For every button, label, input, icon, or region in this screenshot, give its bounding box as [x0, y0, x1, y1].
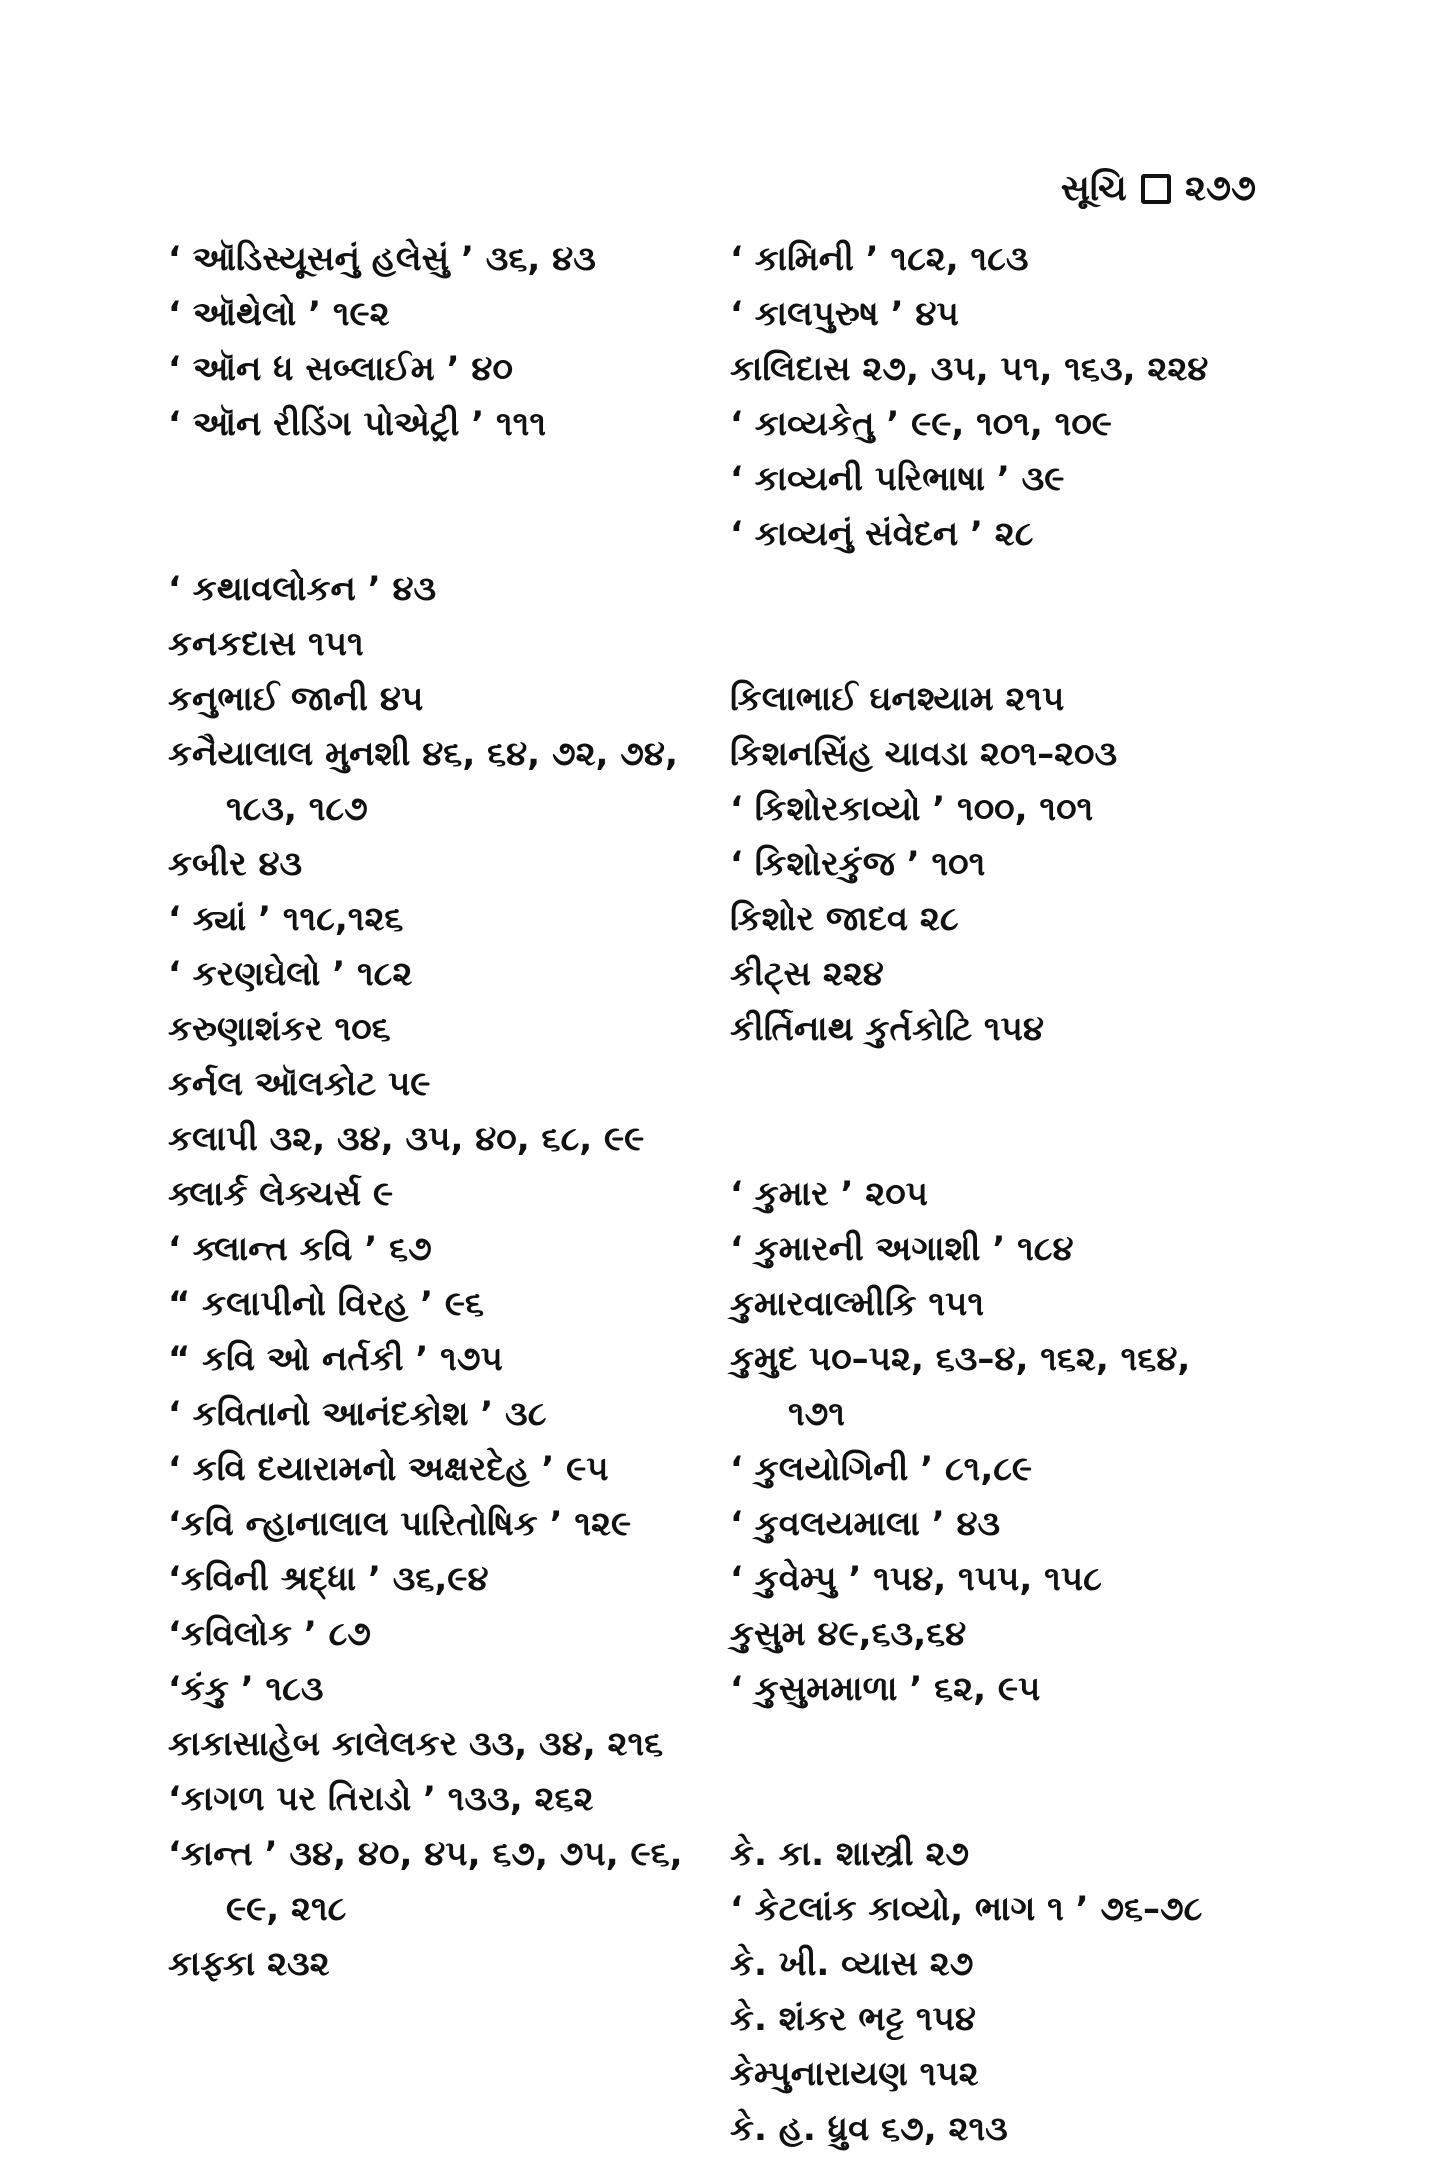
group-spacer: [168, 452, 728, 562]
index-entry: ‘ કાલપુરુષ ’ ૪૫: [730, 294, 959, 334]
index-entry: ‘ કેટલાંક કાવ્યો, ભાગ ૧ ’ ૭૬–૭૮: [730, 1889, 1203, 1929]
index-entry: કુમુદ ૫૦–૫૨, ૬૩–૪, ૧૬૨, ૧૬૪,: [730, 1339, 1191, 1379]
index-entry: ‘ કાવ્યની પરિભાષા ’ ૩૯: [730, 459, 1065, 499]
index-entry: ‘ ઑડિસ્યૂસનું હલેસું ’ ૩૬, ૪૩: [168, 239, 596, 279]
right-index-column: [730, 232, 1290, 2157]
index-entry: કીર્તિનાથ કુર્તકોટિ ૧૫૪: [730, 1009, 1044, 1049]
index-entry: ‘ ઑથેલો ’ ૧૯૨: [168, 294, 390, 334]
index-entry: ‘કાગળ પર તિરાડો ’ ૧૩૩, ૨૬૨: [168, 1779, 594, 1819]
index-entry: કુમારવાલ્મીકિ ૧૫૧: [730, 1284, 985, 1324]
index-entry: ‘ ઑન રીડિંગ પોએટ્રી ’ ૧૧૧: [168, 404, 546, 444]
index-entry: કાફ્કા ૨૩૨: [168, 1944, 330, 1984]
index-entry: ‘ કવિ દયારામનો અક્ષરદેહ ’ ૯૫: [168, 1449, 609, 1489]
index-entry: ‘ ક્લાન્ત કવિ ’ ૬૭: [168, 1229, 432, 1269]
index-entry: “ કવિ ઓ નર્તકી ’ ૧૭૫: [168, 1339, 503, 1379]
index-entry: કર્નલ ઑલકોટ ૫૯: [168, 1064, 431, 1104]
index-entry: ‘કવિલોક ’ ૮૭: [168, 1614, 371, 1654]
index-entry: ‘ કુમારની અગાશી ’ ૧૮૪: [730, 1229, 1074, 1269]
index-entry: ‘ કુવેમ્પુ ’ ૧૫૪, ૧૫૫, ૧૫૮: [730, 1559, 1102, 1599]
page-header: [1061, 168, 1256, 210]
index-entry: કિશનસિંહ ચાવડા ૨૦૧–૨૦૩: [730, 734, 1118, 774]
index-entry: ‘ કથાવલોકન ’ ૪૩: [168, 569, 437, 609]
index-entry: કલાપી ૩૨, ૩૪, ૩૫, ૪૦, ૬૮, ૯૯: [168, 1119, 645, 1159]
index-entry: કે. ખી. વ્યાસ ૨૭: [730, 1944, 974, 1984]
index-entry: ‘ કિશોરકાવ્યો ’ ૧૦૦, ૧૦૧: [730, 789, 1094, 829]
index-entry-continuation: ૧૭૧: [788, 1394, 845, 1434]
index-entry: કનુભાઈ જાની ૪૫: [168, 679, 424, 719]
index-entry: કાલિદાસ ૨૭, ૩૫, ૫૧, ૧૬૩, ૨૨૪: [730, 349, 1209, 389]
index-entry: કીટ્સ ૨૨૪: [730, 954, 884, 994]
index-entry: ‘ કરણઘેલો ’ ૧૮૨: [168, 954, 413, 994]
index-entry: ‘ કિશોરકુંજ ’ ૧૦૧: [730, 844, 986, 884]
index-entry: કિશોર જાદવ ૨૮: [730, 899, 959, 939]
index-entry: ‘કવિની શ્રદ્ધા ’ ૩૬,૯૪: [168, 1559, 489, 1599]
index-entry: ‘ કાવ્યકેતુ ’ ૯૯, ૧૦૧, ૧૦૯: [730, 404, 1112, 444]
group-spacer: [730, 1057, 1290, 1167]
index-entry: ‘ ક્યાં ’ ૧૧૮,૧૨૬: [168, 899, 404, 939]
index-entry: ‘કાન્ત ’ ૩૪, ૪૦, ૪૫, ૬૭, ૭૫, ૯૬,: [168, 1834, 683, 1874]
index-entry: ‘ કુવલયમાલા ’ ૪૩: [730, 1504, 1001, 1544]
index-entry: કેમ્પુનારાયણ ૧૫૨: [730, 2054, 979, 2094]
index-entry-continuation: ૯૯, ૨૧૮: [226, 1889, 347, 1929]
index-entry: કનૈયાલાલ મુનશી ૪૬, ૬૪, ૭૨, ૭૪,: [168, 734, 678, 774]
index-entry: ‘ કુલયોગિની ’ ૮૧,૮૯: [730, 1449, 1033, 1489]
index-entry: કે. હ. ધ્રુવ ૬૭, ૨૧૩: [730, 2109, 1008, 2149]
box-ornament-icon: [1141, 174, 1171, 204]
index-entry: ‘કંકુ ’ ૧૮૩: [168, 1669, 324, 1709]
index-entry: ‘ કાવ્યનું સંવેદન ’ ૨૮: [730, 514, 1034, 554]
index-entry: કિલાભાઈ ઘનશ્યામ ૨૧૫: [730, 679, 1065, 719]
index-entry: કુસુમ ૪૯,૬૩,૬૪: [730, 1614, 967, 1654]
left-index-column: [168, 232, 728, 1992]
index-entry: ‘ કામિની ’ ૧૮૨, ૧૮૩: [730, 239, 1029, 279]
page-number: ૨૭૭: [1184, 168, 1256, 209]
index-entry: કે. શંકર ભટ્ટ ૧૫૪: [730, 1999, 976, 2039]
index-entry: કબીર ૪૩: [168, 844, 303, 884]
index-entry: કાકાસાહેબ કાલેલકર ૩૩, ૩૪, ૨૧૬: [168, 1724, 664, 1764]
group-spacer: [730, 1717, 1290, 1827]
index-entry: ‘કવિ ન્હાનાલાલ પારિતોષિક ’ ૧૨૯: [168, 1504, 632, 1544]
index-entry: કે. કા. શાસ્ત્રી ૨૭: [730, 1834, 970, 1874]
index-entry: ‘ કવિતાનો આનંદકોશ ’ ૩૮: [168, 1394, 547, 1434]
index-entry: ‘ કુમાર ’ ૨૦૫: [730, 1174, 929, 1214]
index-entry: ‘ ઑન ધ સબ્લાઈમ ’ ૪૦: [168, 349, 513, 389]
index-entry: કનકદાસ ૧૫૧: [168, 624, 364, 664]
index-entry: ‘ કુસુમમાળા ’ ૬૨, ૯૫: [730, 1669, 1041, 1709]
index-entry: કરુણાશંકર ૧૦૬: [168, 1009, 391, 1049]
header-label: સૂચિ: [1060, 168, 1127, 209]
index-entry: “ કલાપીનો વિરહ ’ ૯૬: [168, 1284, 485, 1324]
index-entry: ક્લાર્ક લેક્ચર્સ ૯: [168, 1174, 394, 1214]
group-spacer: [730, 562, 1290, 672]
index-entry-continuation: ૧૮૩, ૧૮૭: [226, 789, 368, 829]
